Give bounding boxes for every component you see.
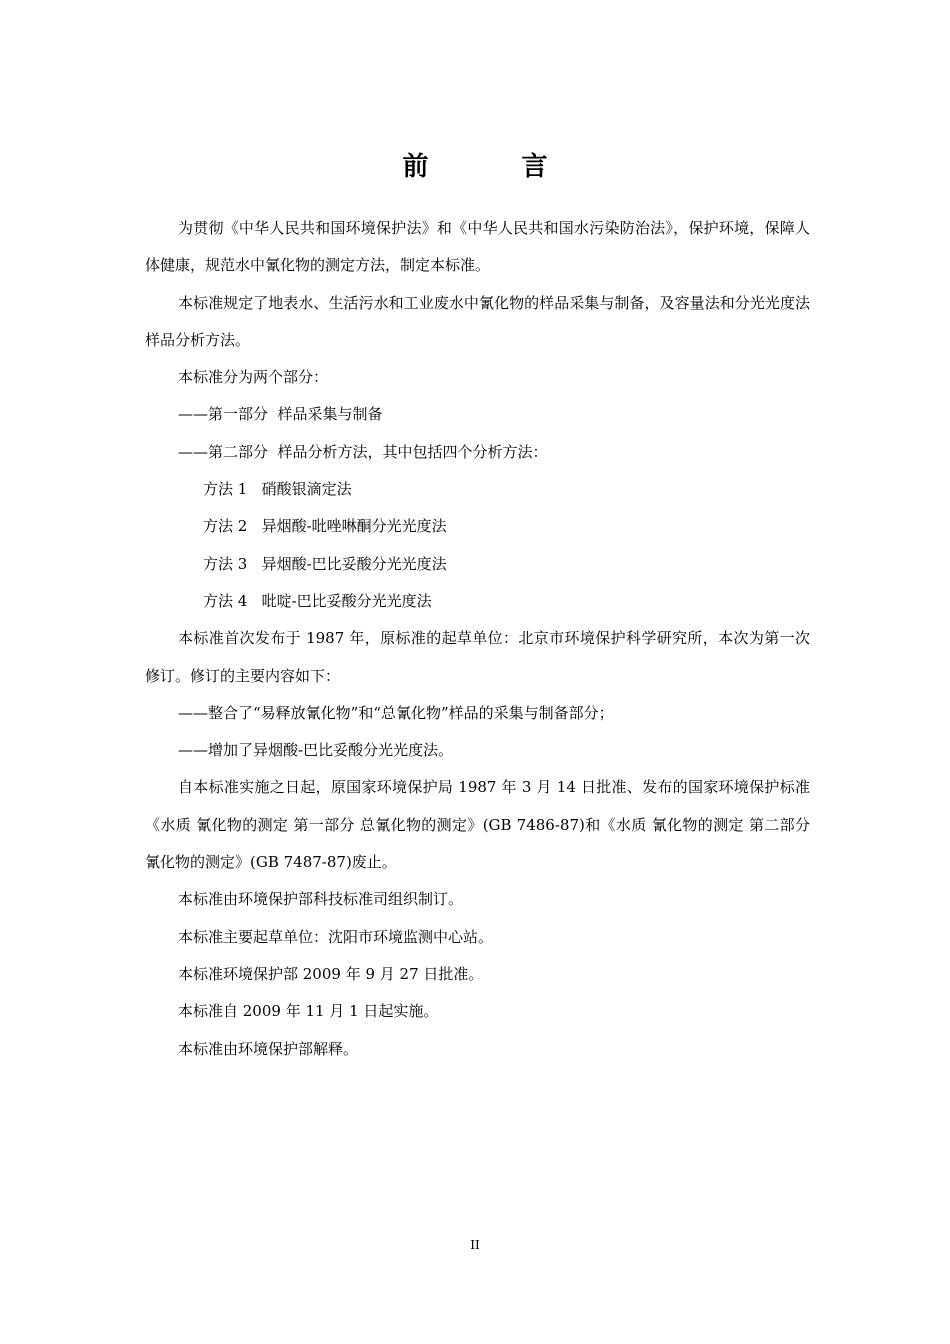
page-title: 前 言 (402, 152, 590, 182)
list-item-method-2: 方法 2 异烟酸-吡唑啉酮分光光度法 (203, 517, 447, 536)
list-item-part-1: ——第一部分 样品采集与制备 (178, 405, 383, 424)
paragraph-history: 本标准首次发布于 1987 年，原标准的起草单位：北京市环境保护科学研究所，本次为第一次修订。修订的主要内容如下： (145, 629, 810, 685)
list-item-method-1: 方法 1 硝酸银滴定法 (203, 480, 352, 499)
list-item-method-3: 方法 3 异烟酸-巴比妥酸分光光度法 (203, 554, 447, 573)
paragraph-supersedes: 自本标准实施之日起，原国家环境保护局 1987 年 3 月 14 日批准、发布的国家环境保护标准《水质 氰化物的测定 第一部分 总氰化物的测定》(GB 7486-87)和《水质 氰化物的测定 第二部分 氰化物的测定》(GB 7487-87)废止。 (145, 778, 815, 872)
list-item-method-4: 方法 4 吡啶-巴比妥酸分光光度法 (203, 591, 432, 610)
paragraph-parts-intro: 本标准分为两个部分： (178, 368, 329, 387)
page-number: II (470, 1238, 480, 1252)
paragraph-drafter: 本标准主要起草单位：沈阳市环境监测中心站。 (178, 927, 494, 946)
paragraph-approval: 本标准环境保护部 2009 年 9 月 27 日批准。 (178, 964, 484, 983)
list-item-revision-1: ——整合了“易释放氰化物”和“总氰化物”样品的采集与制备部分； (178, 703, 614, 722)
paragraph-organizer: 本标准由环境保护部科技标准司组织制订。 (178, 890, 464, 909)
paragraph-scope: 本标准规定了地表水、生活污水和工业废水中氰化物的样品采集与制备，及容量法和分光光度法样品分析方法。 (145, 293, 810, 349)
paragraph-effective-date: 本标准自 2009 年 11 月 1 日起实施。 (178, 1002, 439, 1021)
paragraph-interpretation: 本标准由环境保护部解释。 (178, 1039, 359, 1058)
preface-body (145, 210, 815, 1068)
paragraph-purpose: 为贯彻《中华人民共和国环境保护法》和《中华人民共和国水污染防治法》，保护环境，保障人体健康，规范水中氰化物的测定方法，制定本标准。 (145, 219, 810, 275)
list-item-revision-2: ——增加了异烟酸-巴比妥酸分光光度法。 (178, 741, 454, 760)
list-item-part-2: ——第二部分 样品分析方法，其中包括四个分析方法： (178, 442, 548, 461)
